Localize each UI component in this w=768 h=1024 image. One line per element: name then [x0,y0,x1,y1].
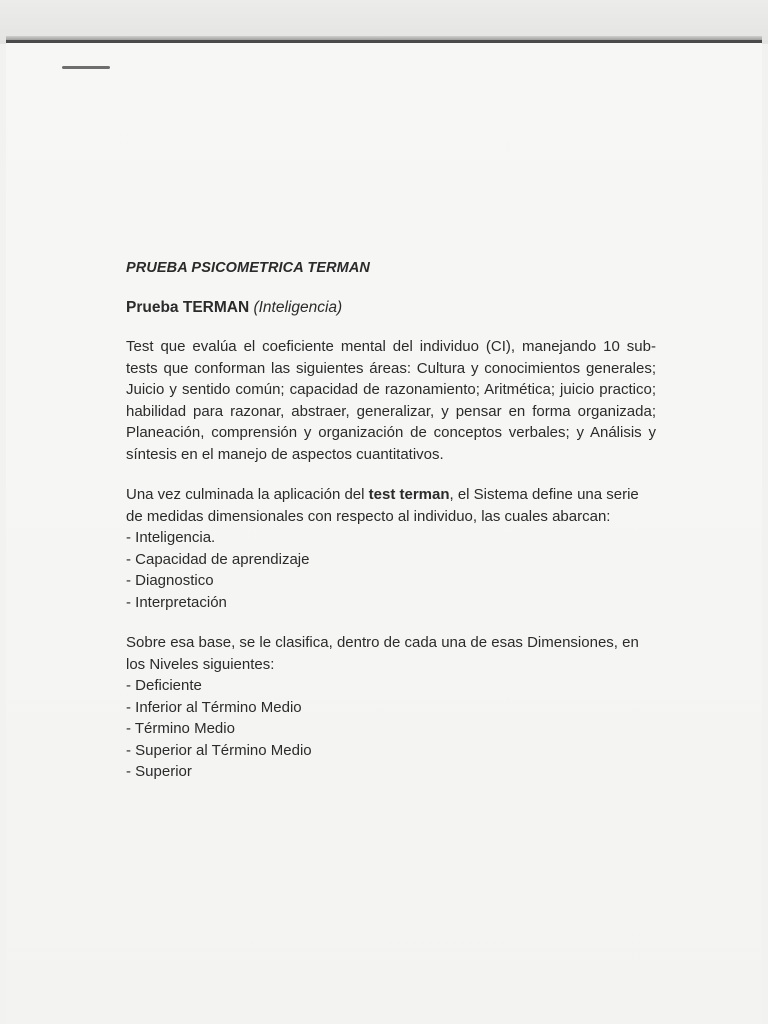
list-item: - Capacidad de aprendizaje [126,550,310,568]
dimensions-intro-text-start: Una vez culminada la aplicación del [126,486,369,503]
document-body [126,258,656,802]
subtitle-test-name: Prueba TERMAN [126,298,250,316]
list-item: - Deficiente [126,677,202,694]
list-item: - Superior al Término Medio [126,741,312,759]
levels-section [126,632,656,783]
document-subtitle [126,297,656,319]
subtitle-category: (Inteligencia) [253,298,343,316]
list-item: - Superior [126,763,192,780]
dimensions-intro-bold-term: test terman [368,486,450,503]
dimensions-list [126,527,656,613]
staple-mark [62,66,110,69]
dimensions-intro [126,484,656,527]
dimensions-section [126,484,656,613]
list-item: - Diagnostico [126,572,214,589]
levels-intro: Sobre esa base, se le clasifica, dentro de cada una de esas Dimensiones, en los Niveles siguientes: [126,634,639,673]
intro-paragraph: Test que evalúa el coeficiente mental del individuo (CI), manejando 10 sub-tests que conforman las siguientes áreas: Cultura y conocimientos generales; Juicio y sentido común; capacidad de razonamiento; Aritmética; juicio practico; habilidad para razonar, abstraer, generalizar, y pensar en forma organizada; Planeación, comprensión y organización de conceptos verbales; y Análisis y síntesis en el manejo de aspectos cuantitativos. [126,338,656,463]
list-item: - Término Medio [126,720,235,737]
list-item: - Inteligencia. [126,529,216,546]
levels-list [126,675,656,783]
document-title: PRUEBA PSICOMETRICA TERMAN [126,260,371,276]
dimensions-intro-text-end: , el Sistema define una serie de medidas dimensionales con respecto al individuo, las cuales abarcan: [126,486,639,525]
list-item: - Inferior al Término Medio [126,698,302,716]
list-item: - Interpretación [126,593,227,611]
